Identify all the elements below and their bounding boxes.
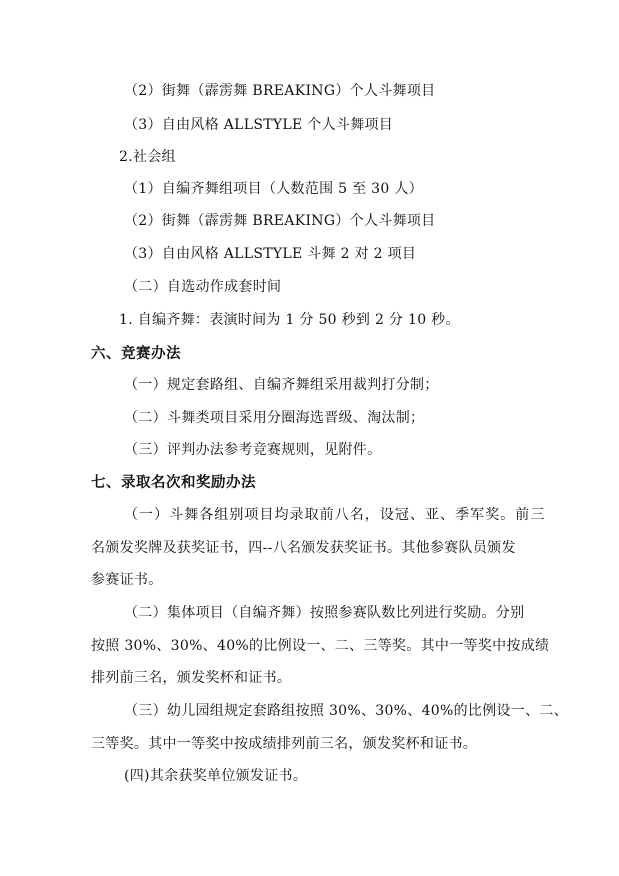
text-line-9: （一）规定套路组、自编齐舞组采用裁判打分制； xyxy=(124,377,439,393)
paragraph-1-line-1: （一）斗舞各组别项目均录取前八名，设冠、亚、季军奖。前三 xyxy=(124,507,546,523)
text-line-1: （2）街舞（霹雳舞 BREAKING）个人斗舞项目 xyxy=(124,83,436,99)
section-heading-7: 七、录取名次和奖励办法 xyxy=(91,475,256,491)
text-line-7: （二）自选动作成套时间 xyxy=(124,279,282,295)
text-line-6: （3）自由风格 ALLSTYLE 斗舞 2 对 2 项目 xyxy=(124,246,417,262)
paragraph-2-line-2: 按照 30%、30%、40%的比例设一、二、三等奖。其中一等奖中按成绩 xyxy=(91,638,550,654)
paragraph-4-line-1: (四)其余获奖单位颁发证书。 xyxy=(124,768,308,784)
paragraph-3-line-1: （三）幼儿园组规定套路组按照 30%、30%、40%的比例设一、二、 xyxy=(124,703,568,719)
text-line-2: （3）自由风格 ALLSTYLE 个人斗舞项目 xyxy=(124,117,394,133)
text-line-11: （三）评判办法参考竞赛规则，见附件。 xyxy=(124,442,382,458)
text-line-4: （1）自编齐舞组项目（人数范围 5 至 30 人） xyxy=(124,181,423,197)
text-line-10: （二）斗舞类项目采用分圈海选晋级、淘汰制； xyxy=(124,410,425,426)
paragraph-1-line-3: 参赛证书。 xyxy=(91,572,163,588)
paragraph-2-line-1: （二）集体项目（自编齐舞）按照参赛队数比列进行奖励。分别 xyxy=(124,605,525,621)
text-line-5: （2）街舞（霹雳舞 BREAKING）个人斗舞项目 xyxy=(124,213,436,229)
section-heading-6: 六、竞赛办法 xyxy=(91,346,181,362)
paragraph-2-line-3: 排列前三名，颁发奖杯和证书。 xyxy=(91,670,292,686)
text-line-3: 2.社会组 xyxy=(119,149,176,165)
paragraph-3-line-2: 三等奖。其中一等奖中按成绩排列前三名，颁发奖杯和证书。 xyxy=(91,736,478,752)
paragraph-1-line-2: 名颁发奖牌及获奖证书，四--八名颁发获奖证书。其他参赛队员颁发 xyxy=(91,540,516,556)
text-line-8: 1. 自编齐舞：表演时间为 1 分 50 秒到 2 分 10 秒。 xyxy=(119,312,460,328)
